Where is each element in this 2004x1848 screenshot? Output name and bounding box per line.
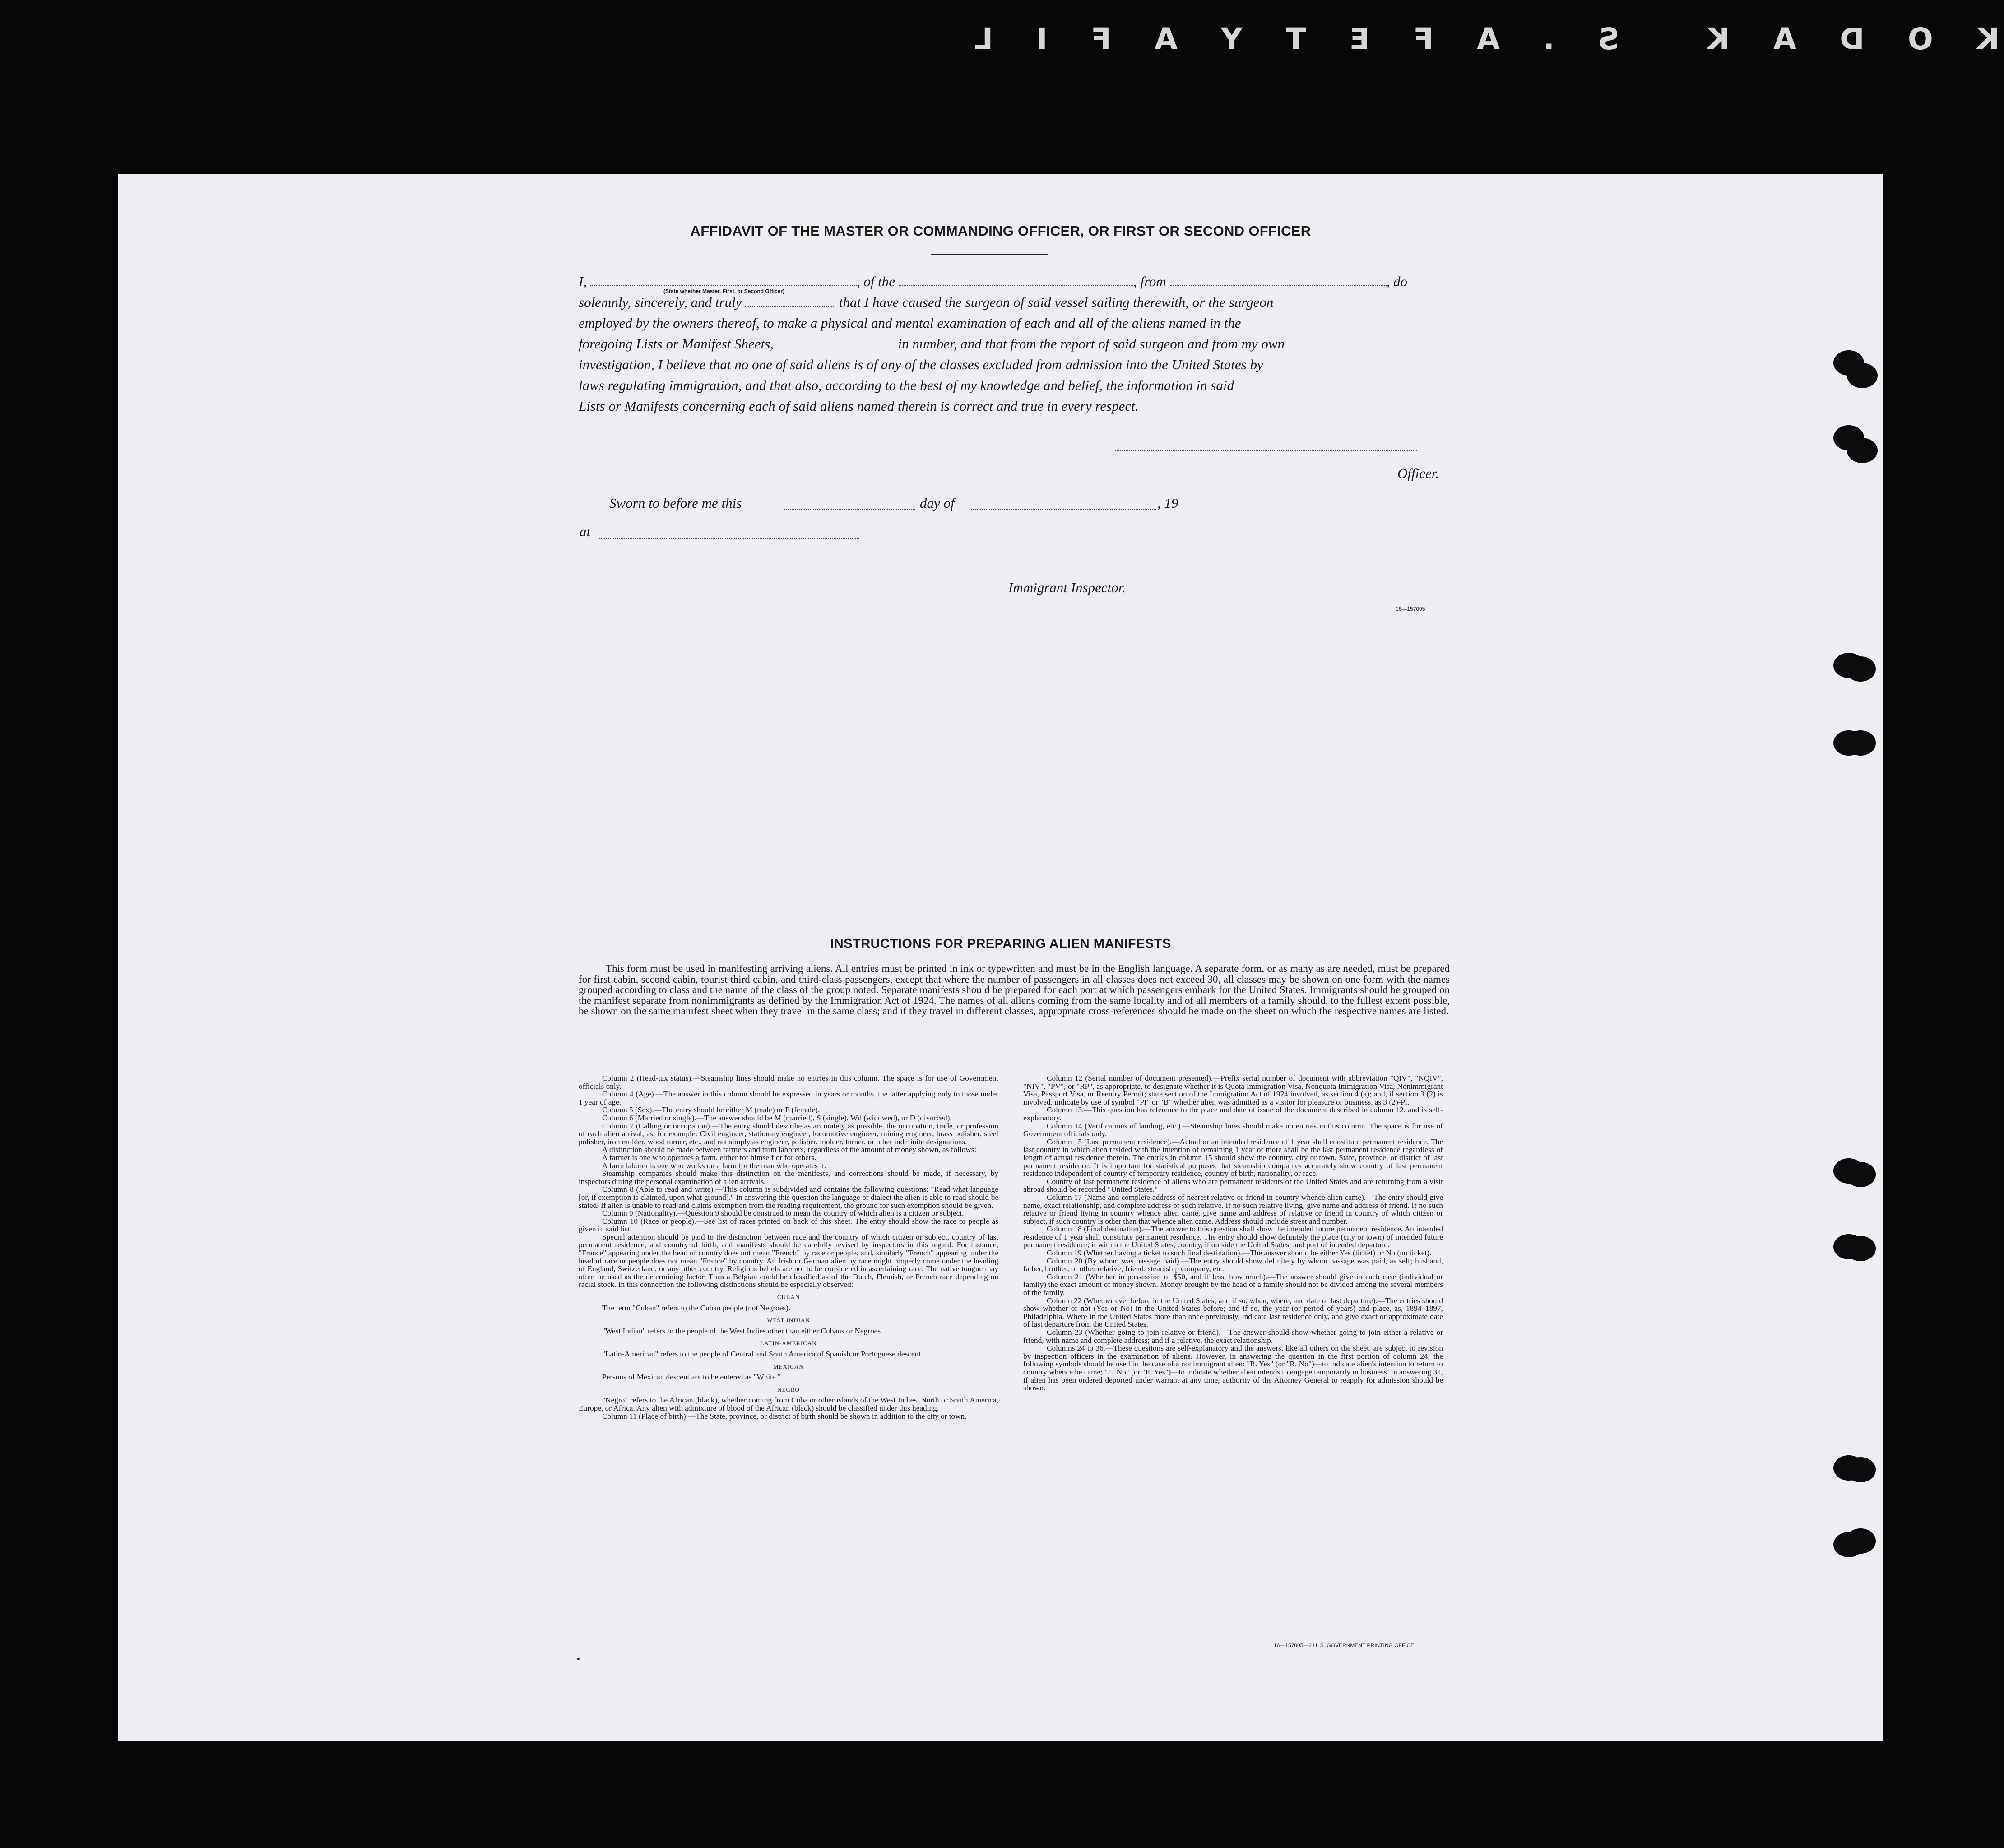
instruction-paragraph: Column 13.—This question has reference to the place and date of issue of the document described in column 12, and is self-explanatory. (1023, 1105, 1443, 1122)
race-heading: CUBAN (777, 1294, 800, 1301)
film-letter: A (1771, 22, 1796, 56)
affidavit-line-3: employed by the owners thereof, to make a physical and mental examination of each and all of the aliens named in the (579, 315, 1241, 331)
punch-hole (1845, 1162, 1876, 1187)
affidavit-text: that I have caused the surgeon of said vessel sailing therewith, or the surgeon (839, 294, 1274, 310)
instruction-paragraph: Column 15 (Last permanent residence).—Actual or an intended residence of 1 year shall constitute permanent residence. The last country in which alien resided with the intention of remaining 1 year or more shall be the last permanent residence regardless of length of actual residence therein. The entries in column 15 should show the country, city or town, State, province, or district of last permanent residence. It is important for statistical purposes that steamship companies accurately show country of last permanent residence independent of country of temporary residence, country of birth, nationality, or race. (1023, 1137, 1443, 1178)
day-of-label: day of (920, 495, 955, 511)
punch-hole (1847, 363, 1878, 388)
punch-hole (1845, 656, 1876, 682)
sworn-day-line[interactable] (784, 509, 915, 510)
punch-hole (1847, 438, 1878, 463)
ink-speck (577, 1658, 580, 1660)
instruction-paragraph: A farm laborer is one who works on a farm for the man who operates it. (602, 1161, 826, 1170)
film-letter: F (1411, 22, 1433, 56)
instruction-paragraph: Column 22 (Whether ever before in the United States; and if so, when, where, and date of last departure).—The entries should show whether or not (Yes or No) in the United States before; and if so, the year (or period of years) and place, as, 1894–1897, Philadelphia. Where in the United States more than once previously, indicate last residence only, and give exact or approximate date of last departure from the United States. (1023, 1296, 1443, 1329)
departure-port-field[interactable] (1170, 274, 1387, 286)
instruction-paragraph: Column 21 (Whether in possession of $50, and if less, how much).—The answer should give in each case (individual or family) the exact amount of money shown. Money brought by the head of a family should not be divided among the several members of the family. (1023, 1272, 1443, 1297)
race-note: "Negro" refers to the African (black), whether coming from Cuba or other islands of the West Indies, North or South America, Europe, or Africa. Any alien with admixture of blood of the African (black) should be classified under this heading. (579, 1396, 998, 1412)
race-heading: NEGRO (777, 1386, 800, 1393)
affidavit-text: in number, and that from the report of said surgeon and from my own (898, 336, 1285, 352)
signature-line[interactable] (1115, 450, 1417, 451)
race-note: "Latin-American" refers to the people of Central and South America of Spanish or Portuguese descent. (602, 1350, 923, 1358)
instructions-left-column (579, 1074, 998, 1420)
instruction-paragraph: Column 23 (Whether going to join relative or friend).—The answer should show whether going to join either a relative or friend, with name and complete address; and if a relative, the exact relationship. (1023, 1328, 1443, 1345)
document-page (118, 174, 1883, 1741)
film-letter: L (972, 22, 993, 56)
instruction-paragraph: A distinction should be made between farmers and farm laborers, regardless of the amount of money shown, as follows: (602, 1145, 977, 1154)
affidavit-line-5: investigation, I believe that no one of said aliens is of any of the classes excluded from admission into the United States by (579, 357, 1263, 372)
officer-label: Officer. (1397, 465, 1439, 481)
instruction-paragraph: Country of last permanent residence of aliens who are permanent residents of the United States and are returning from a visit abroad should be recorded "United States." (1023, 1177, 1443, 1194)
affidavit-line-4 (579, 336, 1447, 357)
race-heading: MEXICAN (773, 1363, 804, 1370)
film-letter: K (1705, 22, 1730, 56)
instruction-paragraph: Column 19 (Whether having a ticket to such final destination).—The answer should be either Yes (ticket) or No (no ticket). (1047, 1249, 1432, 1258)
film-letter: Y (1219, 22, 1243, 56)
film-letter: I (1034, 22, 1048, 56)
film-letter: . (1541, 22, 1555, 56)
affidavit-text: foregoing Lists or Manifest Sheets, (579, 336, 774, 352)
instruction-paragraph: Columns 24 to 36.—These questions are self-explanatory and the answers, like all others on the sheet, are subject to revision by inspection officers in the examination of aliens. However, in answering the question in the first portion of column 24, the following symbols should be used in the case of a nonimmigrant alien: "R. Yes" (or "R. No")—to indicate alien's intention to return to country whence he came; "E. No" (or "E. Yes")—to indicate whether alien intends to engage temporarily in business. In answering 31, if alien has been ordered deported under warrant at any time, authority of the Attorney General to reapply for admission should be shown. (1023, 1344, 1443, 1393)
at-line[interactable] (599, 538, 859, 539)
of-the-label: , of the (856, 274, 895, 289)
instructions-right-column (1023, 1074, 1443, 1392)
affidavit-i: I, (579, 274, 587, 289)
punch-hole (1845, 730, 1876, 756)
instruction-paragraph: Steamship companies should make this distinction on the manifests, and corrections should be made, if necessary, by inspectors during the personal examination of alien arrivals. (579, 1169, 998, 1186)
at-label: at (580, 524, 591, 539)
from-label: , from (1133, 274, 1166, 289)
instruction-paragraph: Column 5 (Sex).—The entry should be either M (male) or F (female). (602, 1105, 820, 1114)
form-number: 16—157005 (1396, 606, 1425, 612)
instruction-paragraph: Column 9 (Nationality).—Question 9 should be construed to mean the country of which alien is a citizen or subject. (602, 1209, 964, 1218)
film-edge-print (972, 22, 1999, 56)
instruction-paragraph: Column 14 (Verifications of landing, etc.).—Steamship lines should make no entries in this column. The space is for use of Government officials only. (1023, 1121, 1443, 1138)
film-letter: O (1906, 22, 1933, 56)
oath-field[interactable] (745, 295, 835, 307)
year-label: , 19 (1157, 495, 1178, 511)
instructions-title: INSTRUCTIONS FOR PREPARING ALIEN MANIFESTS (830, 937, 1171, 951)
instruction-paragraph: Special attention should be paid to the distinction between race and the country of which citizen or subject, country of last permanent residence, and country of birth, and manifests should be carefully revised by inspectors in this regard. For instance, "France" appearing under the head of country does not mean "French" by race or people, and, similarly "French" appearing under the head of race or people does not mean "France" by country. An Irish or German alien by race might properly come under the heading of England, Switzerland, or any other country. Religious beliefs are not to be considered in ascertaining race. The native tongue may often be used as the determining factor. Thus a Belgian could be classified as of the Dutch, Flemish, or French race depending on racial stock. In this connection the following distinctions should be especially observed: (579, 1232, 998, 1289)
affidavit-line-6: laws regulating immigration, and that also, according to the best of my knowledge and belief, the information in said (579, 377, 1234, 393)
instruction-paragraph: Column 10 (Race or people).—See list of races printed on back of this sheet. The entry should show the race or people as given in said list. (579, 1217, 998, 1234)
film-letter: F (1089, 22, 1111, 56)
race-note: "West Indian" refers to the people of the West Indies other than either Cubans or Negroes. (602, 1326, 883, 1335)
sheet-count-field[interactable] (777, 337, 895, 348)
sworn-label: Sworn to before me this (609, 495, 742, 511)
film-letter: D (1837, 22, 1865, 56)
instruction-paragraph: Column 7 (Calling or occupation).—The entry should describe as accurately as possible, the occupation, trade, or profession of each alien arrival, as, for example: Civil engineer, stationary engineer, locomotive engineer, mining engineer, brass polisher, steel polisher, iron molder, wood turner, etc., and not simply as engineer, polisher, molder, turner, or other indefinite designations. (579, 1121, 998, 1146)
instructions-intro: This form must be used in manifesting arriving aliens. All entries must be printed in ink or typewritten and must be in the English language. A separate form, or as many as are needed, must be prepared for first cabin, second cabin, tourist third cabin, and third-class passengers, except that where the number of passengers in all classes does not exceed 30, all classes may be shown on one form with the names grouped according to class and the name of the class of the group noted. Separate manifests should be prepared for each port at which passengers embark for the United States. Immigrants should be grouped on the manifest separate from nonimmigrants as defined by the Immigration Act of 1924. The names of all aliens coming from the same locality and of all members of a family should, to the fullest extent possible, be shown on the same manifest sheet when they travel in the same class; and if they travel in different classes, appropriate cross-references should be made on the sheet on which the respective names are listed. (579, 963, 1450, 1017)
do-label: , do (1386, 274, 1407, 289)
affidavit-line-7: Lists or Manifests concerning each of said aliens named therein is correct and true in every respect. (579, 398, 1139, 414)
instruction-paragraph: Column 12 (Serial number of document presented).—Prefix serial number of document with abbreviation "QIV", "NQIV", "NIV", "PV", or "RP", as appropriate, to designate whether it is Quota Immigration Visa, Nonquota Immigration Visa, Nonimmigrant Visa, Passport Visa, or Reentry Permit; state section of the Immigration Act of 1924 involved, as section 4 (a); and, if section 3 (2) is involved, indicate by use of symbol "PI" or "B" whether alien was admitted as a visitor for pleasure or business, as 3 (2)-Pl. (1023, 1074, 1443, 1106)
instruction-paragraph: Column 6 (Married or single).—The answer should be M (married), S (single), Wd (widowed), or D (divorced). (602, 1113, 952, 1122)
title-rule (931, 254, 1048, 255)
printing-office-footer: 16—157005—2 U. S. GOVERNMENT PRINTING OFFICE (1274, 1642, 1415, 1648)
film-letter: A (1475, 22, 1500, 56)
inspector-label: Immigrant Inspector. (1008, 580, 1126, 595)
film-letter: E (1347, 22, 1370, 56)
race-heading: WEST INDIAN (767, 1317, 810, 1324)
instruction-paragraph: A farmer is one who operates a farm, either for himself or for others. (602, 1153, 816, 1162)
race-note: The term "Cuban" refers to the Cuban people (not Negroes). (602, 1303, 791, 1312)
officer-rank-field[interactable] (590, 274, 857, 286)
instruction-paragraph: Column 8 (Able to read and write).—This column is subdivided and contains the following questions: "Read what language [or, if exemption is claimed, upon what ground]." In answering this question the language or dialect the alien is able to read should be stated. If alien is unable to read and claims exemption from the reading requirement, the ground for such exemption should be given. (579, 1185, 998, 1210)
rank-caption: (State whether Master, First, or Second Officer) (663, 288, 785, 294)
race-heading: LATIN-AMERICAN (760, 1340, 817, 1347)
instruction-paragraph: Column 4 (Age).—The answer in this column should be expressed in years or months, the latter applying only to those under 1 year of age. (579, 1090, 998, 1106)
film-letter: S (1596, 22, 1619, 56)
instruction-paragraph: Column 17 (Name and complete address of nearest relative or friend in country whence alien came).—The entry should give name, exact relationship, and complete address of such relative. If no such relative living, give name and address of friend. If no such relative or friend living in country whence alien came, give name and address of relative or friend in country of which citizen or subject, if such country is other than that whence alien came. Address should include street and number. (1023, 1193, 1443, 1226)
affidavit-text: solemnly, sincerely, and truly (579, 294, 742, 310)
sworn-month-line[interactable] (971, 509, 1156, 510)
punch-hole (1845, 1528, 1876, 1554)
affidavit-line-2 (579, 294, 1447, 315)
instruction-paragraph: Column 2 (Head-tax status).—Steamship lines should make no entries in this column. The space is for use of Government officials only. (579, 1074, 998, 1091)
instruction-paragraph: Column 11 (Place of birth).—The State, province, or district of birth should be shown in addition to the city or town. (602, 1412, 967, 1421)
film-letter: K (1974, 22, 1999, 56)
instruction-paragraph: Column 20 (By whom was passage paid).—The entry should show definitely by whom passage was paid, as self; husband, father, brother, or other relative; friend; steamship company, etc. (1023, 1256, 1443, 1273)
vessel-name-field[interactable] (899, 274, 1133, 286)
film-letter: T (1284, 22, 1306, 56)
instruction-paragraph: Column 18 (Final destination).—The answer to this question shall show the intended future permanent residence. An intended residence of 1 year shall constitute permanent residence. The entry should show definitely the place (city or town) of intended future permanent residence, if within the United States; country, if outside the United States, and port of intended departure. (1023, 1225, 1443, 1249)
race-note: Persons of Mexican descent are to be entered as "White." (602, 1373, 781, 1382)
punch-hole (1845, 1236, 1876, 1261)
affidavit-title: AFFIDAVIT OF THE MASTER OR COMMANDING OFFICER, OR FIRST OR SECOND OFFICER (690, 223, 1311, 239)
punch-hole (1845, 1457, 1876, 1482)
film-letter: A (1152, 22, 1178, 56)
